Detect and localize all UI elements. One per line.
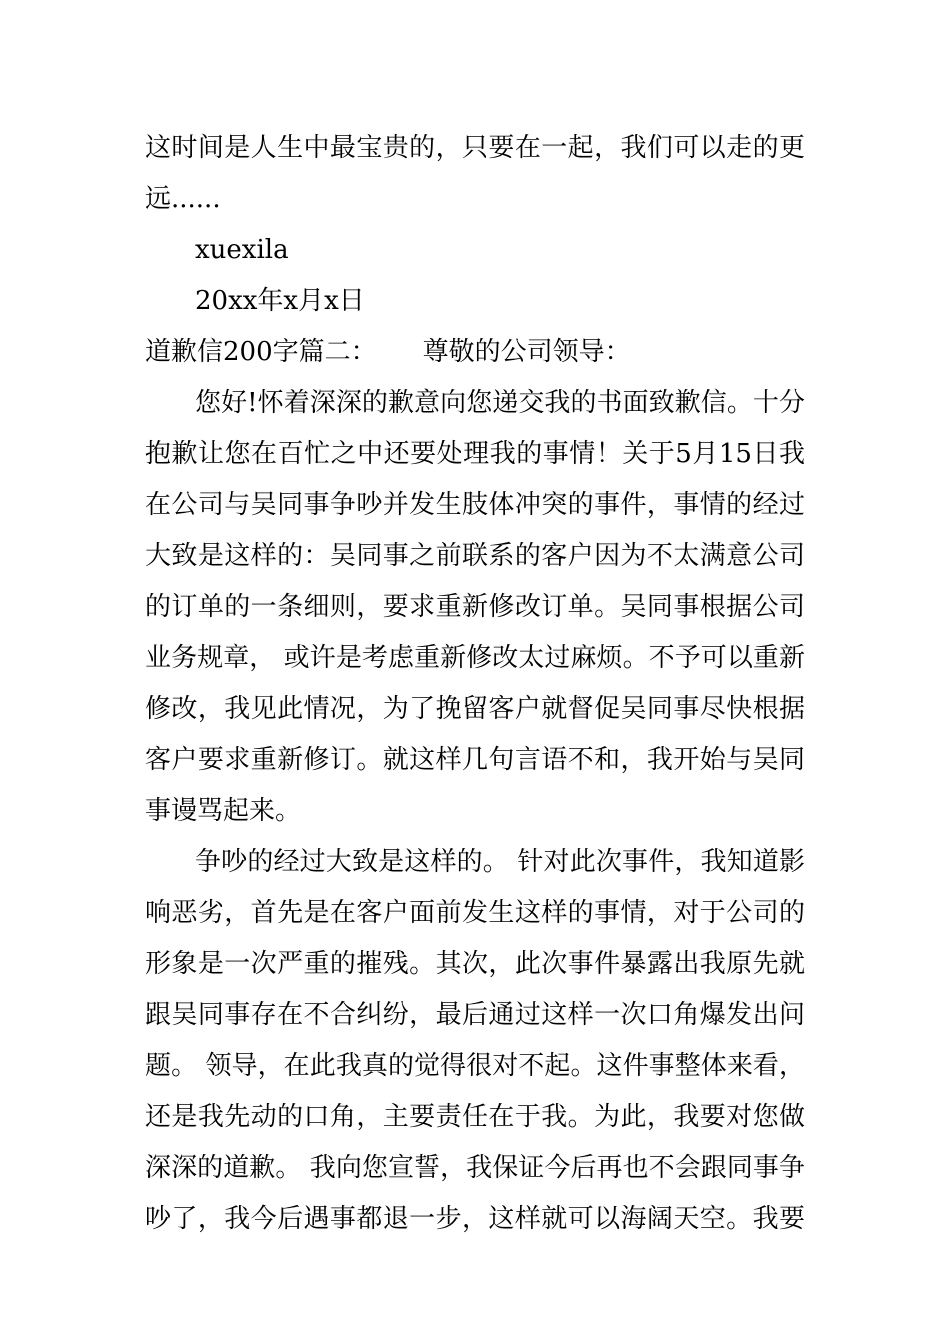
paragraph-line: 您好!怀着深深的歉意向您递交我的书面致歉信。十分 xyxy=(195,388,805,418)
paragraph-line: 大致是这样的：吴同事之前联系的客户因为不太满意公司 xyxy=(145,541,805,571)
salutation: 尊敬的公司领导： xyxy=(422,337,631,367)
paragraph-line: 响恶劣，首先是在客户面前发生这样的事情，对于公司的 xyxy=(145,898,805,928)
paragraph-line: 远...... xyxy=(145,184,221,214)
paragraph-line: 业务规章， 或许是考虑重新修改太过麻烦。不予可以重新 xyxy=(145,643,805,673)
paragraph-line: 争吵的经过大致是这样的。 针对此次事件，我知道影 xyxy=(195,847,805,877)
signature-date: 20xx年x月x日 xyxy=(195,286,365,316)
paragraph-line: 修改，我见此情况，为了挽留客户就督促吴同事尽快根据 xyxy=(145,694,805,724)
paragraph-line: 深深的道歉。 我向您宣誓，我保证今后再也不会跟同事争 xyxy=(145,1153,805,1183)
paragraph-line: 这时间是人生中最宝贵的，只要在一起，我们可以走的更 xyxy=(145,133,805,163)
paragraph-line: 事谩骂起来。 xyxy=(145,796,302,826)
paragraph-line: 形象是一次严重的摧残。其次，此次事件暴露出我原先就 xyxy=(145,949,805,979)
paragraph-line: 题。 领导，在此我真的觉得很对不起。这件事整体来看， xyxy=(145,1051,805,1081)
section-heading xyxy=(145,335,805,369)
paragraph-line: 在公司与吴同事争吵并发生肢体冲突的事件，事情的经过 xyxy=(145,490,805,520)
paragraph-line: 抱歉让您在百忙之中还要处理我的事情！关于5月15日我 xyxy=(145,439,805,469)
paragraph-line: 客户要求重新修订。就这样几句言语不和，我开始与吴同 xyxy=(145,745,805,775)
paragraph-line: 吵了，我今后遇事都退一步，这样就可以海阔天空。我要 xyxy=(145,1204,805,1234)
paragraph-line: 的订单的一条细则，要求重新修改订单。吴同事根据公司 xyxy=(145,592,805,622)
signature-name: xuexila xyxy=(195,235,289,265)
paragraph-line: 还是我先动的口角，主要责任在于我。为此，我要对您做 xyxy=(145,1102,805,1132)
section-title: 道歉信200字篇二： xyxy=(145,337,377,367)
paragraph-line: 跟吴同事存在不合纠纷，最后通过这样一次口角爆发出问 xyxy=(145,1000,805,1030)
